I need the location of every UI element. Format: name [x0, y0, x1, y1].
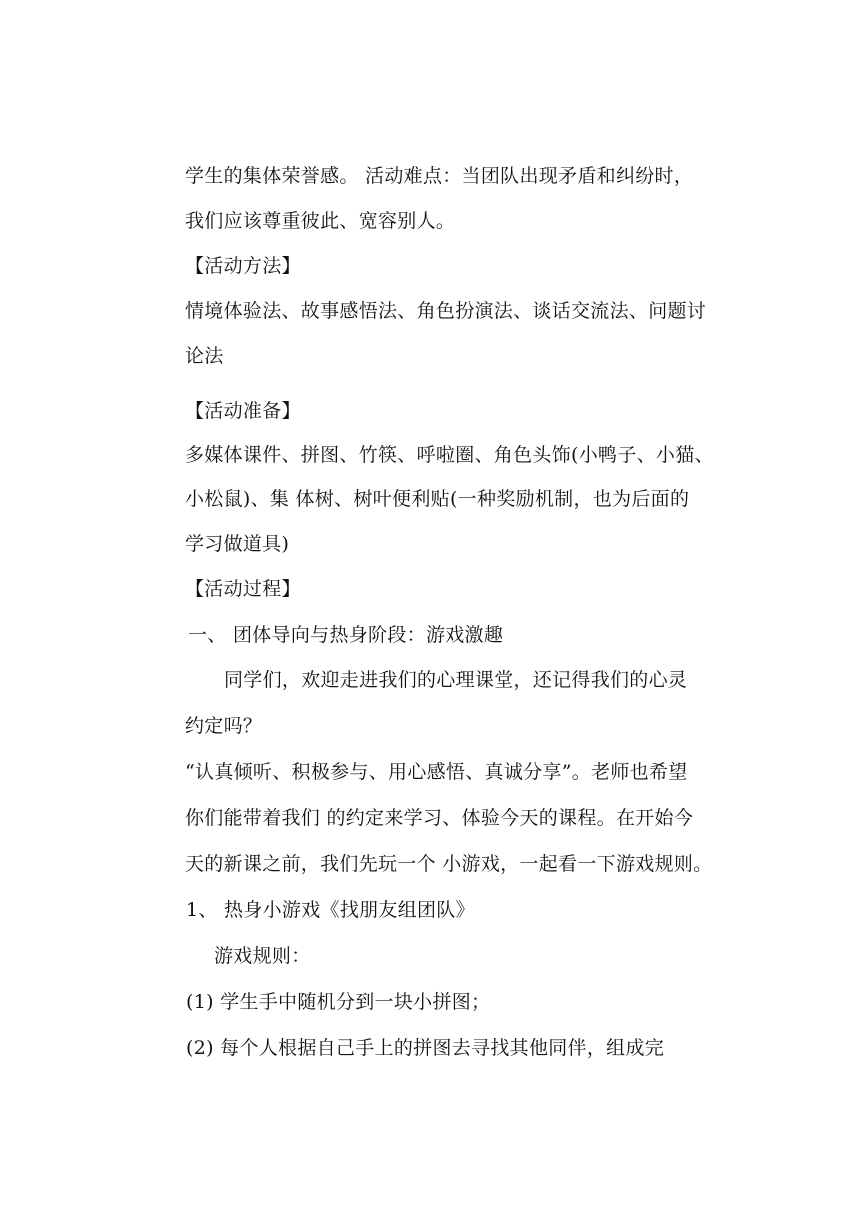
text-line: 学习做道具): [185, 533, 290, 555]
text-line: 游戏规则：: [214, 945, 311, 967]
subsection-heading: 1、 热身小游戏《找朋友组团队》: [186, 899, 475, 921]
text-line: 约定吗？: [185, 715, 263, 737]
list-item: (1) 学生手中随机分到一块小拼图；: [186, 991, 491, 1013]
subsection-heading: 一、 团体导向与热身阶段：游戏激趣: [188, 624, 504, 646]
text-line: 论法: [185, 345, 224, 367]
text-line: 天的新课之前，我们先玩一个 小游戏，一起看一下游戏规则。: [185, 853, 713, 875]
section-heading: 【活动方法】: [185, 255, 301, 277]
text-line: 小松鼠)、集 体树、树叶便利贴(一种奖励机制，也为后面的: [185, 488, 690, 510]
text-line: 同学们，欢迎走进我们的心理课堂，还记得我们的心灵: [224, 669, 688, 691]
text-line: 情境体验法、故事感悟法、角色扮演法、谈话交流法、问题讨: [185, 300, 707, 322]
section-heading: 【活动准备】: [185, 400, 301, 422]
text-line: 学生的集体荣誉感。 活动难点：当团队出现矛盾和纠纷时，: [185, 165, 694, 187]
text-line: 多媒体课件、拼图、竹筷、呼啦圈、角色头饰(小鸭子、小猫、: [185, 444, 714, 466]
text-line: 我们应该尊重彼此、宽容别人。: [185, 210, 456, 232]
text-line: “认真倾听、积极参与、用心感悟、真诚分享”。老师也希望: [185, 761, 688, 783]
list-item: (2) 每个人根据自己手上的拼图去寻找其他同伴，组成完: [186, 1037, 665, 1059]
text-line: 你们能带着我们 的约定来学习、体验今天的课程。在开始今: [185, 807, 694, 829]
section-heading: 【活动过程】: [185, 578, 301, 600]
